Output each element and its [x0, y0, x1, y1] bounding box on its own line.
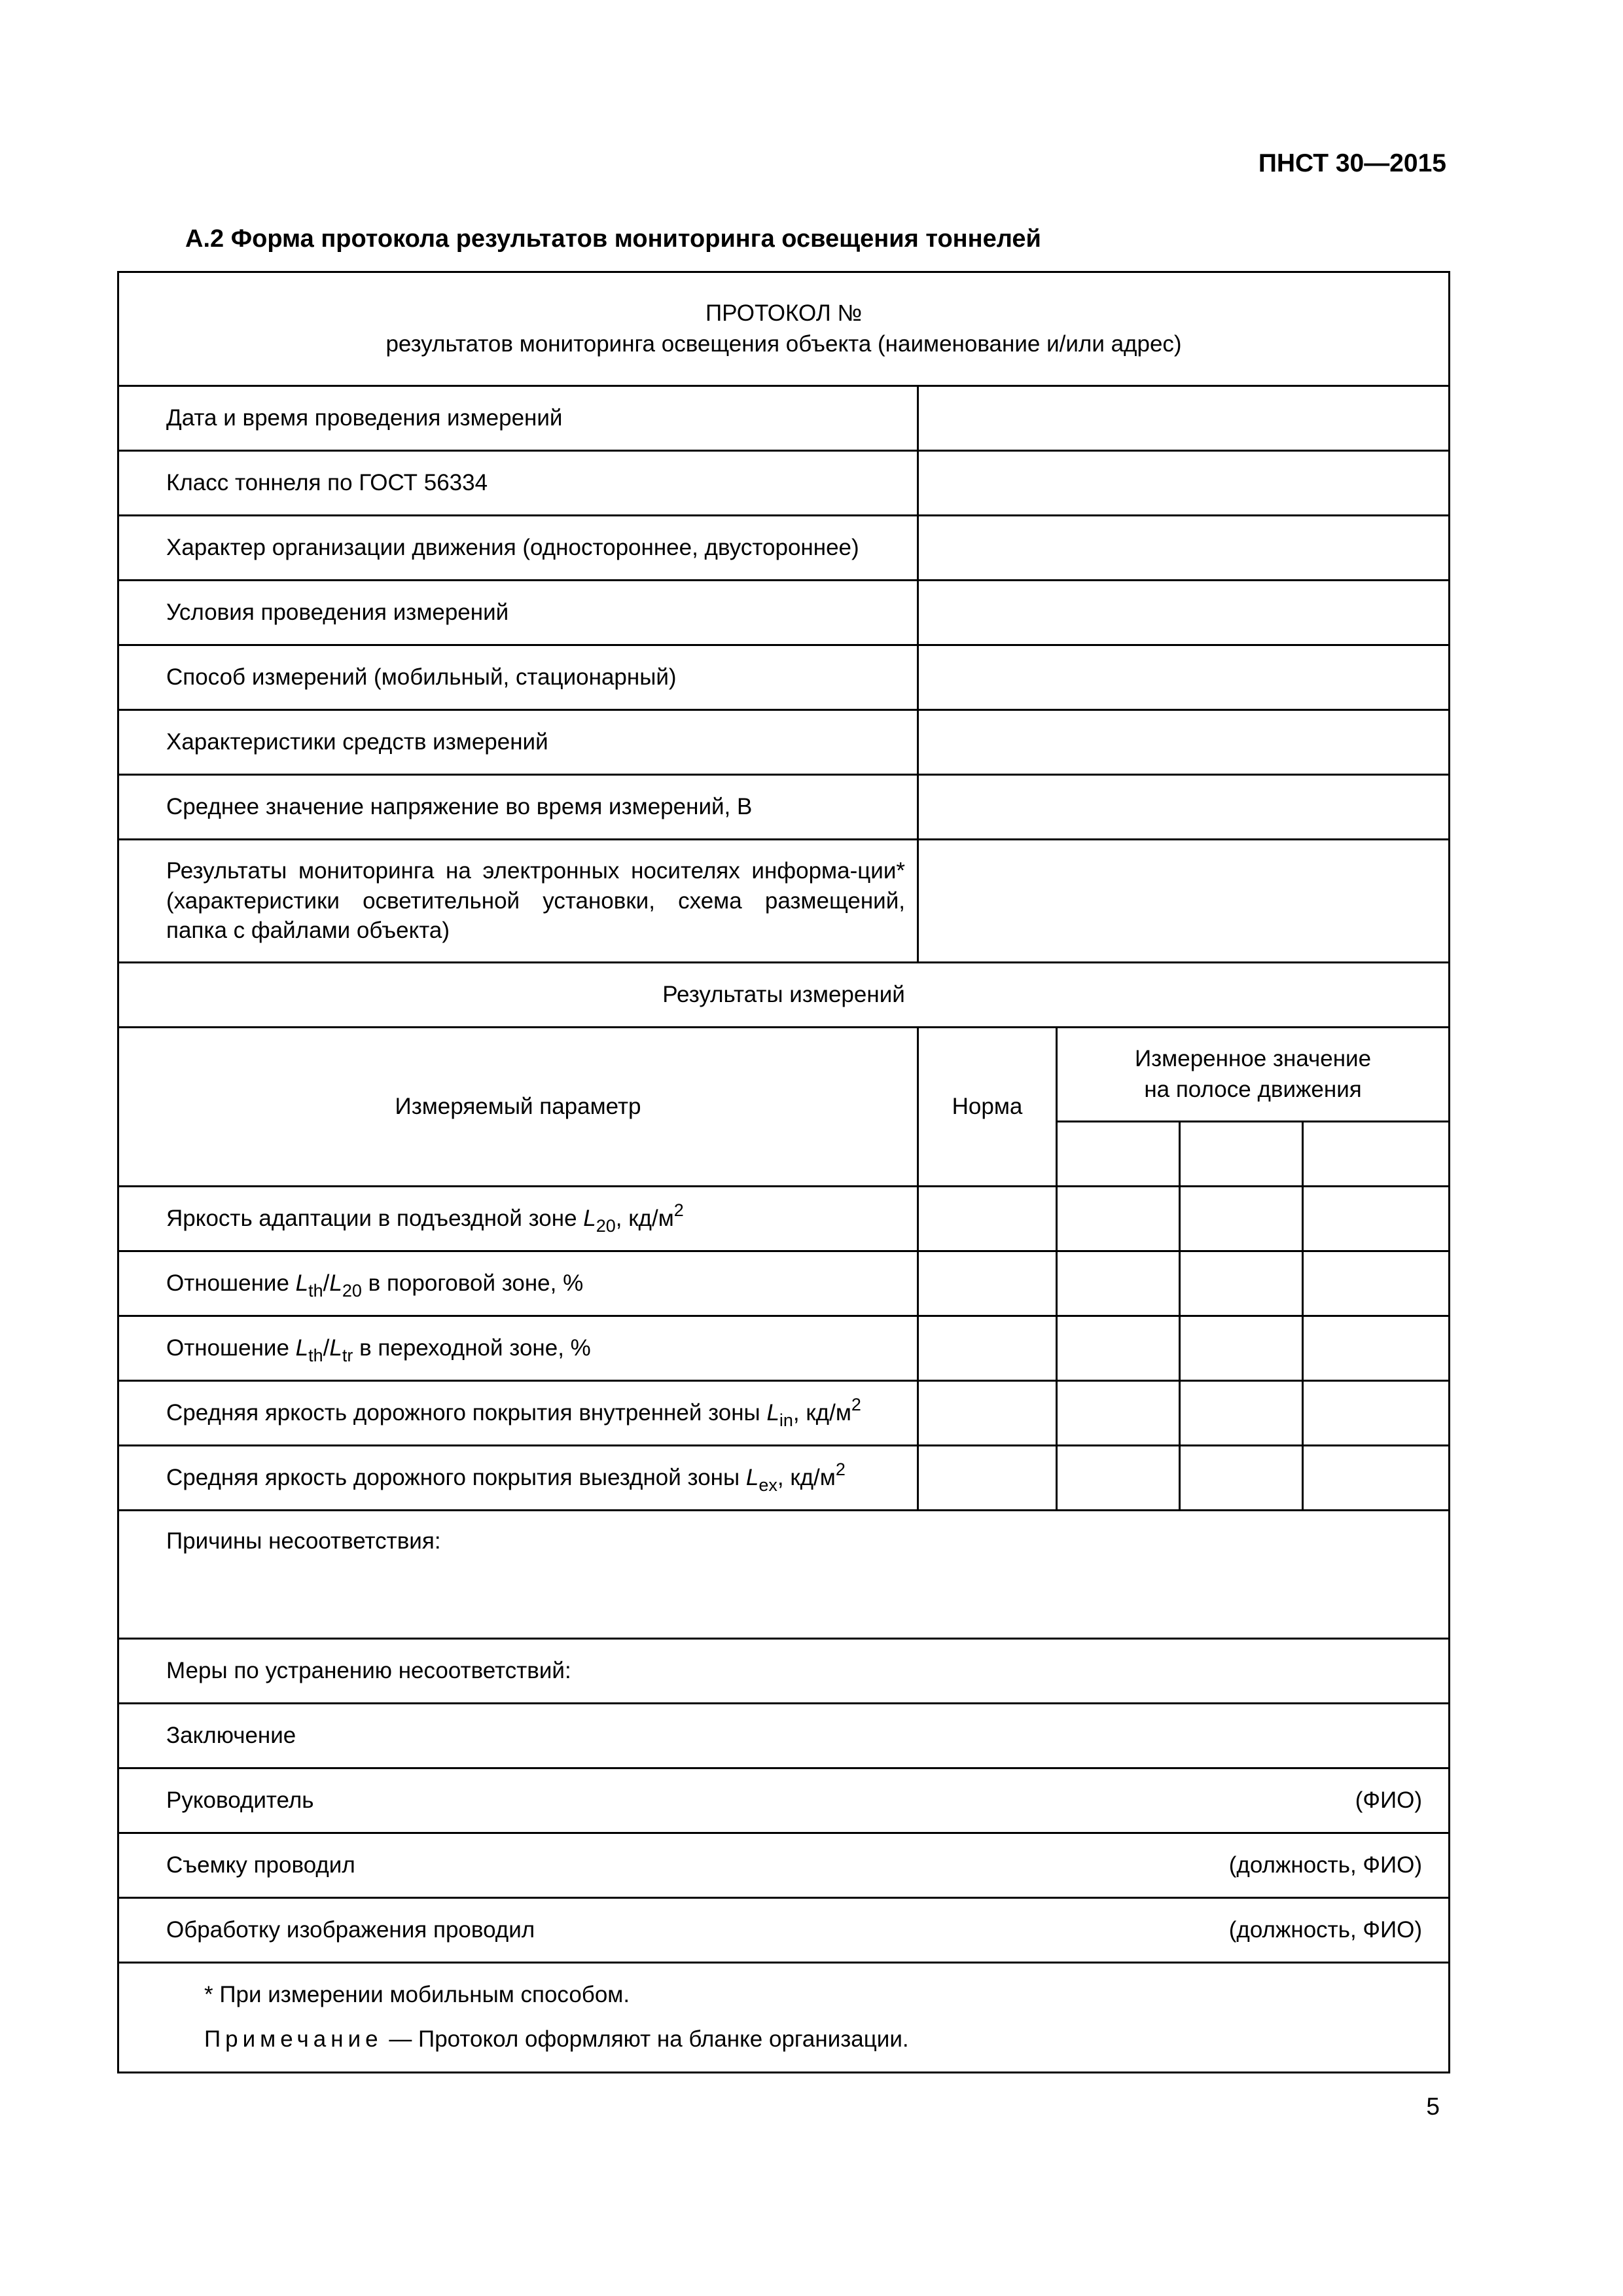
note: [204, 2017, 1448, 2062]
measured-value-cell[interactable]: [1303, 1445, 1450, 1510]
results-heading: Результаты измерений: [118, 963, 1450, 1028]
processing-row: [118, 1897, 1450, 1962]
measured-value-cell[interactable]: [1057, 1380, 1180, 1445]
parameter-label: Яркость адаптации в подъездной зоне $L_{20}$, $кд/м^2$: [118, 1186, 918, 1251]
column-header-measured: [1057, 1028, 1450, 1122]
shooting-row: [118, 1833, 1450, 1897]
measured-value-cell[interactable]: [1180, 1251, 1303, 1316]
norm-cell[interactable]: [918, 1186, 1057, 1251]
info-row: [118, 775, 1450, 840]
head-row: [118, 1768, 1450, 1833]
protocol-form-table: [117, 271, 1450, 2073]
info-label: Характеристики средств измерений: [118, 709, 918, 774]
measured-value-cell[interactable]: [1303, 1316, 1450, 1380]
norm-cell[interactable]: [918, 1380, 1057, 1445]
measured-value-cell[interactable]: [1057, 1251, 1180, 1316]
causes-row: [118, 1510, 1450, 1638]
protocol-title: ПРОТОКОЛ №: [705, 300, 863, 327]
norm-cell[interactable]: [918, 1316, 1057, 1380]
lane-header-cell[interactable]: [1180, 1121, 1303, 1186]
shooting-label: Съемку проводил: [166, 1852, 355, 1878]
info-row: [118, 515, 1450, 580]
note-label: Примечание: [204, 2026, 383, 2053]
protocol-header-row: [118, 272, 1450, 386]
measured-value-cell[interactable]: [1057, 1445, 1180, 1510]
head-hint: (ФИО): [1355, 1787, 1423, 1813]
parameter-row: [118, 1251, 1450, 1316]
measured-value-cell[interactable]: [1180, 1380, 1303, 1445]
norm-cell[interactable]: [918, 1445, 1057, 1510]
info-label: Результаты мониторинга на электронных носителях информа-ции* (характеристики осветительной установки, схема размещений, папка с файлами объекта): [118, 840, 918, 963]
info-label: Класс тоннеля по ГОСТ 56334: [118, 450, 918, 515]
conclusion-row: [118, 1703, 1450, 1768]
measured-value-cell[interactable]: [1303, 1251, 1450, 1316]
info-row: [118, 386, 1450, 450]
column-header-measured-line2: на полосе движения: [1144, 1077, 1362, 1103]
parameter-label: Отношение $L_{th}/L_{20}$ в пороговой зоне, %: [118, 1251, 918, 1316]
info-value-cell[interactable]: [918, 386, 1450, 450]
parameter-label: Средняя яркость дорожного покрытия выездной зоны $L_{ex}$, $кд/м^2$: [118, 1445, 918, 1510]
info-label: Условия проведения измерений: [118, 580, 918, 645]
info-row: [118, 645, 1450, 709]
shooting-cell: [118, 1833, 1450, 1897]
info-label: Характер организации движения (одностороннее, двустороннее): [118, 515, 918, 580]
protocol-subtitle: результатов мониторинга освещения объекта (наименование и/или адрес): [385, 331, 1182, 357]
lane-header-cell[interactable]: [1057, 1121, 1180, 1186]
column-header-norm: Норма: [918, 1028, 1057, 1187]
parameter-row: [118, 1186, 1450, 1251]
info-row: [118, 840, 1450, 963]
info-value-cell[interactable]: [918, 515, 1450, 580]
info-row: [118, 580, 1450, 645]
measured-value-cell[interactable]: [1057, 1186, 1180, 1251]
measured-value-cell[interactable]: [1180, 1186, 1303, 1251]
info-row: [118, 709, 1450, 774]
section-title: А.2 Форма протокола результатов мониторинга освещения тоннелей: [185, 225, 1041, 253]
measured-value-cell[interactable]: [1303, 1380, 1450, 1445]
parameter-label: Средняя яркость дорожного покрытия внутренней зоны $L_{in}$, $кд/м^2$: [118, 1380, 918, 1445]
processing-hint: (должность, ФИО): [1228, 1916, 1423, 1943]
info-value-cell[interactable]: [918, 709, 1450, 774]
head-cell: [118, 1768, 1450, 1833]
info-label: Дата и время проведения измерений: [118, 386, 918, 450]
measured-value-cell[interactable]: [1180, 1445, 1303, 1510]
notes-cell: [118, 1962, 1450, 2072]
info-value-cell[interactable]: [918, 775, 1450, 840]
results-header-row: [118, 1028, 1450, 1122]
info-label: Способ измерений (мобильный, стационарный): [118, 645, 918, 709]
parameter-row: [118, 1316, 1450, 1380]
causes-label: Причины несоответствия:: [118, 1510, 1450, 1638]
measures-label: Меры по устранению несоответствий:: [118, 1638, 1450, 1703]
note-text: — Протокол оформляют на бланке организации.: [382, 2026, 909, 2053]
measured-value-cell[interactable]: [1057, 1316, 1180, 1380]
info-row: [118, 450, 1450, 515]
shooting-hint: (должность, ФИО): [1228, 1852, 1423, 1878]
info-value-cell[interactable]: [918, 840, 1450, 963]
measured-value-cell[interactable]: [1180, 1316, 1303, 1380]
parameter-row: [118, 1380, 1450, 1445]
head-label: Руководитель: [166, 1787, 314, 1813]
results-heading-row: [118, 963, 1450, 1028]
parameter-label: Отношение $L_{th}/L_{tr}$ в переходной зоне, %: [118, 1316, 918, 1380]
info-label: Среднее значение напряжение во время измерений, В: [118, 775, 918, 840]
lane-header-cell[interactable]: [1303, 1121, 1450, 1186]
measured-value-cell[interactable]: [1303, 1186, 1450, 1251]
footnote: * При измерении мобильным способом.: [204, 1982, 630, 2008]
measures-row: [118, 1638, 1450, 1703]
processing-label: Обработку изображения проводил: [166, 1916, 535, 1943]
info-value-cell[interactable]: [918, 450, 1450, 515]
info-value-cell[interactable]: [918, 645, 1450, 709]
notes-row: [118, 1962, 1450, 2072]
norm-cell[interactable]: [918, 1251, 1057, 1316]
conclusion-label: Заключение: [118, 1703, 1450, 1768]
page-number: 5: [1426, 2093, 1440, 2120]
document-code: ПНСТ 30—2015: [1258, 149, 1446, 177]
column-header-parameter: Измеряемый параметр: [118, 1028, 918, 1187]
parameter-row: [118, 1445, 1450, 1510]
processing-cell: [118, 1897, 1450, 1962]
info-value-cell[interactable]: [918, 580, 1450, 645]
column-header-measured-line1: Измеренное значение: [1134, 1046, 1372, 1072]
